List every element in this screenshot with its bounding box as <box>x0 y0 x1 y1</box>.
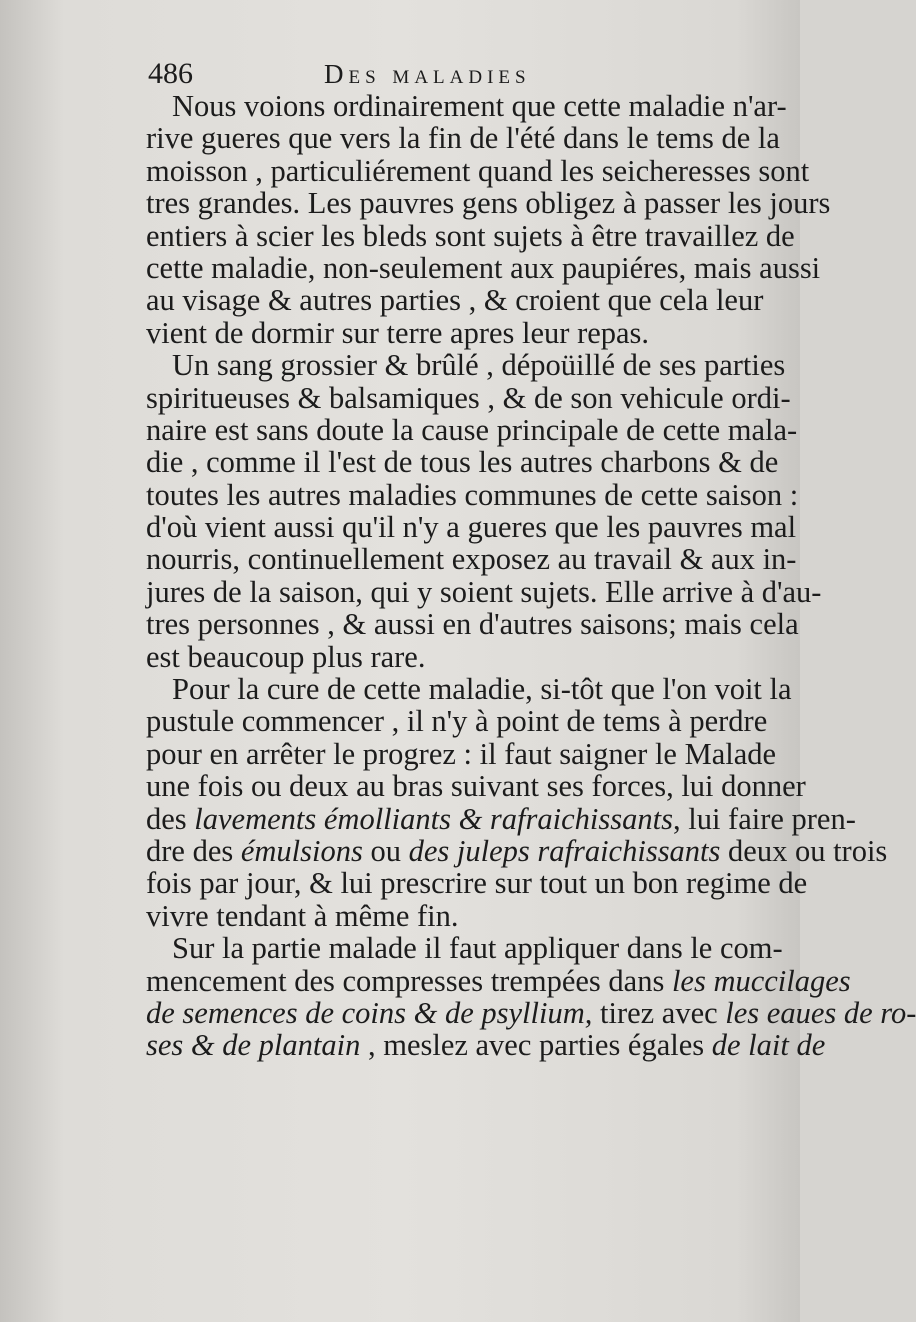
text-run: , meslez avec parties égales <box>360 1028 712 1063</box>
text-line: tres personnes , & aussi en d'autres saisons; mais cela <box>146 607 799 642</box>
text-run: des <box>146 801 195 836</box>
text-run: ou <box>362 833 409 868</box>
italic-text-run: les muccilages <box>671 963 851 998</box>
italic-text-run: émulsions <box>240 833 363 868</box>
text-line <box>146 833 888 868</box>
text-line: jures de la saison, qui y soient sujets. Elle arrive à d'au- <box>146 574 822 609</box>
text-line: une fois ou deux au bras suivant ses forces, lui donner <box>146 769 806 804</box>
text-line: vient de dormir sur terre apres leur repas. <box>146 315 650 350</box>
text-line: vivre tendant à même fin. <box>146 898 459 933</box>
text-line <box>146 1028 826 1063</box>
text-run: mencement des compresses trempées dans <box>146 963 672 998</box>
text-line <box>146 801 856 836</box>
text-line: Un sang grossier & brûlé , dépoüillé de ses parties <box>172 348 786 383</box>
text-line <box>146 995 916 1030</box>
text-line: est beaucoup plus rare. <box>146 639 426 674</box>
italic-text-run: de lait de <box>711 1028 826 1063</box>
italic-text-run: des juleps rafraichissants <box>408 833 721 868</box>
text-line: fois par jour, & lui prescrire sur tout un bon regime de <box>146 866 808 901</box>
body-text <box>146 89 916 1063</box>
page-number: 486 <box>148 57 193 90</box>
page-header <box>148 52 748 92</box>
text-line <box>146 963 851 998</box>
text-line: pustule commencer , il n'y à point de tems à perdre <box>146 704 768 739</box>
italic-text-run: les eaues de ro- <box>725 995 916 1030</box>
text-run: tirez avec <box>592 995 726 1030</box>
running-head: Des maladies <box>324 59 531 89</box>
text-line: rive gueres que vers la fin de l'été dans le tems de la <box>146 121 780 156</box>
text-run: , lui faire pren- <box>672 801 856 836</box>
text-line: Nous voions ordinairement que cette maladie n'ar- <box>172 89 787 123</box>
italic-text-run: lavements émolliants & rafraichissants <box>194 801 673 836</box>
text-line: d'où vient aussi qu'il n'y a gueres que les pauvres mal <box>146 510 797 545</box>
text-line: Sur la partie malade il faut appliquer dans le com- <box>172 931 783 966</box>
text-line: spiritueuses & balsamiques , & de son vehicule ordi- <box>146 380 791 415</box>
italic-text-run: ses & de plantain <box>146 1028 361 1063</box>
text-line: toutes les autres maladies communes de cette saison : <box>146 477 799 512</box>
text-line: tres grandes. Les pauvres gens obligez à passer les jours <box>146 186 831 221</box>
text-line: naire est sans doute la cause principale de cette mala- <box>146 412 798 447</box>
text-run: dre des <box>146 833 241 868</box>
text-line: Pour la cure de cette maladie, si-tôt que l'on voit la <box>172 672 792 707</box>
text-line: nourris, continuellement exposez au travail & aux in- <box>146 542 797 577</box>
text-line: au visage & autres parties , & croient que cela leur <box>146 283 764 318</box>
text-line: die , comme il l'est de tous les autres charbons & de <box>146 445 779 480</box>
italic-text-run: de semences de coins & de psyllium, <box>146 995 593 1030</box>
text-line: pour en arrêter le progrez : il faut saigner le Malade <box>146 736 777 771</box>
text-run: deux ou trois <box>720 833 888 868</box>
text-line: cette maladie, non-seulement aux paupiéres, mais aussi <box>146 250 821 285</box>
text-line: entiers à scier les bleds sont sujets à être travaillez de <box>146 218 795 253</box>
text-line: moisson , particuliérement quand les seicheresses sont <box>146 153 810 188</box>
